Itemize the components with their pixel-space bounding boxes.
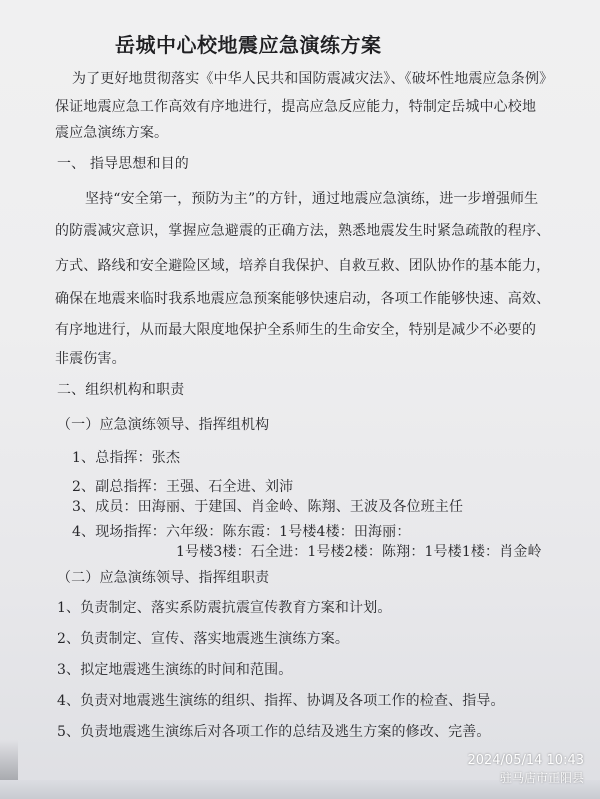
duty-item-4: 4、负责对地震逃生演练的组织、指挥、协调及各项工作的检查、指导。 xyxy=(57,693,505,709)
subsection-2-heading: （二）应急演练领导、指挥组职责 xyxy=(57,570,270,586)
section-2-heading: 二、组织机构和职责 xyxy=(57,382,185,398)
org-item-4: 4、现场指挥：六年级：陈东霞：1号楼4楼：田海丽： xyxy=(72,524,411,540)
timestamp-watermark: 2024/05/14 10:43 xyxy=(467,753,584,768)
location-watermark: 驻马店市正阳县 xyxy=(499,771,584,785)
duty-item-2: 2、负责制定、宣传、落实地震逃生演练方案。 xyxy=(57,631,350,647)
duty-item-3: 3、拟定地震逃生演练的时间和范围。 xyxy=(57,662,293,678)
org-item-3: 3、成员：田海丽、于建国、肖金岭、陈翔、王波及各位班主任 xyxy=(72,499,464,515)
intro-line-3: 震应急演练方案。 xyxy=(55,125,169,141)
section-1-line-4: 确保在地震来临时我系地震应急预案能够快速启动，各项工作能够快速、高效、 xyxy=(55,291,551,307)
org-item-2: 2、副总指挥：王强、石全进、刘沛 xyxy=(72,479,294,495)
section-1-line-1: 坚持“安全第一，预防为主”的方针，通过地震应急演练，进一步增强师生 xyxy=(85,191,539,207)
subsection-1-heading: （一）应急演练领导、指挥组机构 xyxy=(57,417,270,433)
section-1-heading: 一、 指导思想和目的 xyxy=(57,156,189,172)
duty-item-1: 1、负责制定、落实系防震抗震宣传教育方案和计划。 xyxy=(57,600,392,616)
section-1-line-3: 方式、路线和安全避险区域，培养自我保护、自救互救、团队协作的基本能力， xyxy=(55,258,551,274)
duty-item-5: 5、负责地震逃生演练后对各项工作的总结及逃生方案的修改、完善。 xyxy=(57,724,491,740)
org-item-4-continued: 1号楼3楼：石全进：1号楼2楼：陈翔：1号楼1楼：肖金岭 xyxy=(176,544,542,560)
intro-line-1: 为了更好地贯彻落实《中华人民共和国防震减灾法》、《破坏性地震应急条例》 xyxy=(72,71,554,87)
intro-line-2: 保证地震应急工作高效有序地进行，提高应急反应能力，特制定岳城中心校地 xyxy=(55,99,537,115)
document-title: 岳城中心校地震应急演练方案 xyxy=(115,33,382,57)
org-item-1: 1、总指挥：张杰 xyxy=(72,450,181,466)
section-1-line-2: 的防震减灾意识，掌握应急避震的正确方法，熟悉地震发生时紧急疏散的程序、 xyxy=(55,223,551,239)
section-1-line-5: 有序地进行，从而最大限度地保护全系师生的生命安全，特别是减少不必要的 xyxy=(55,322,537,338)
section-1-line-6: 非震伤害。 xyxy=(55,351,126,367)
